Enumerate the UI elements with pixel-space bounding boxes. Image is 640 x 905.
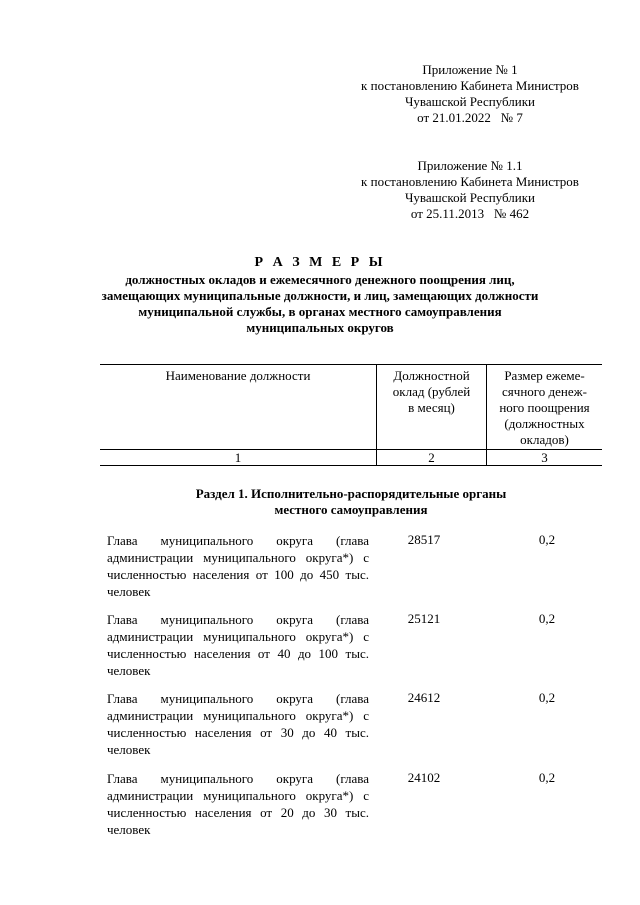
- header-num-3: 3: [541, 450, 548, 465]
- header-col-bonus-line-3: ного поощрения: [499, 400, 590, 415]
- title-line-1: должностных окладов и ежемесячного денежного поощрения лиц,: [125, 272, 515, 287]
- appendix-1-header: [340, 62, 600, 126]
- table-header: [100, 364, 602, 466]
- header-col-salary-line-1: Должностной: [393, 368, 470, 383]
- header-col-name-label: Наименование должности: [165, 368, 311, 383]
- table-row: [107, 770, 602, 840]
- row-position-name: Глава муниципального округа (глава администрации муниципального округа*) с численностью населения от 20 до 30 тыс. человек: [107, 771, 369, 837]
- title-line-3: муниципальной службы, в органах местного самоуправления: [138, 304, 502, 319]
- section-title: [100, 486, 602, 518]
- appendix-2-resolution: к постановлению Кабинета Министров: [361, 174, 579, 189]
- row-salary: 25121: [407, 611, 441, 626]
- header-num-2: 2: [428, 450, 435, 465]
- section-title-line-2: местного самоуправления: [274, 502, 428, 517]
- row-bonus: 0,2: [538, 690, 556, 705]
- title-line-2: замещающих муниципальные должности, и лиц, замещающих должности: [101, 288, 539, 303]
- header-col-name: [100, 368, 376, 384]
- appendix-1-number: Приложение № 1: [422, 62, 518, 77]
- row-bonus: 0,2: [538, 770, 556, 785]
- row-salary: 24102: [407, 770, 441, 785]
- appendix-1-date: от 21.01.2022 № 7: [417, 110, 523, 125]
- row-bonus: 0,2: [538, 532, 556, 547]
- header-col-salary: [377, 368, 486, 416]
- table-row: [107, 532, 602, 602]
- table-row: [107, 690, 602, 760]
- row-position-name: Глава муниципального округа (глава администрации муниципального округа*) с численностью населения от 100 до 450 тыс. человек: [107, 533, 369, 599]
- header-col-bonus-line-4: (должностных: [504, 416, 585, 431]
- title-main: Р А З М Е Р Ы: [254, 255, 386, 270]
- header-num-1: 1: [234, 450, 242, 465]
- section-title-line-1: Раздел 1. Исполнительно-распорядительные органы: [195, 486, 507, 501]
- title-line-4: муниципальных округов: [246, 320, 394, 335]
- row-position-name: Глава муниципального округа (глава администрации муниципального округа*) с численностью населения от 30 до 40 тыс. человек: [107, 691, 369, 757]
- table-row: [107, 611, 602, 681]
- header-col-bonus-line-2: сячного денеж-: [502, 384, 587, 399]
- row-salary: 24612: [407, 690, 441, 705]
- appendix-2-date: от 25.11.2013 № 462: [410, 206, 530, 221]
- appendix-2-republic: Чувашской Республики: [404, 190, 536, 205]
- appendix-1-resolution: к постановлению Кабинета Министров: [361, 78, 579, 93]
- row-position-name: Глава муниципального округа (глава администрации муниципального округа*) с численностью населения от 40 до 100 тыс. человек: [107, 612, 369, 678]
- row-bonus: 0,2: [538, 611, 556, 626]
- table-top-border: [100, 364, 602, 365]
- appendix-2-number: Приложение № 1.1: [417, 158, 523, 173]
- header-col-salary-line-2: оклад (рублей: [392, 384, 471, 399]
- header-col-salary-line-3: в месяц): [408, 400, 455, 415]
- appendix-2-header: [340, 158, 600, 222]
- header-col-bonus: [487, 368, 602, 448]
- header-col-bonus-line-1: Размер ежеме-: [504, 368, 585, 383]
- appendix-1-republic: Чувашской Республики: [404, 94, 536, 109]
- row-salary: 28517: [407, 532, 441, 547]
- header-col-bonus-line-5: окладов): [520, 432, 569, 447]
- document-title: [80, 255, 560, 336]
